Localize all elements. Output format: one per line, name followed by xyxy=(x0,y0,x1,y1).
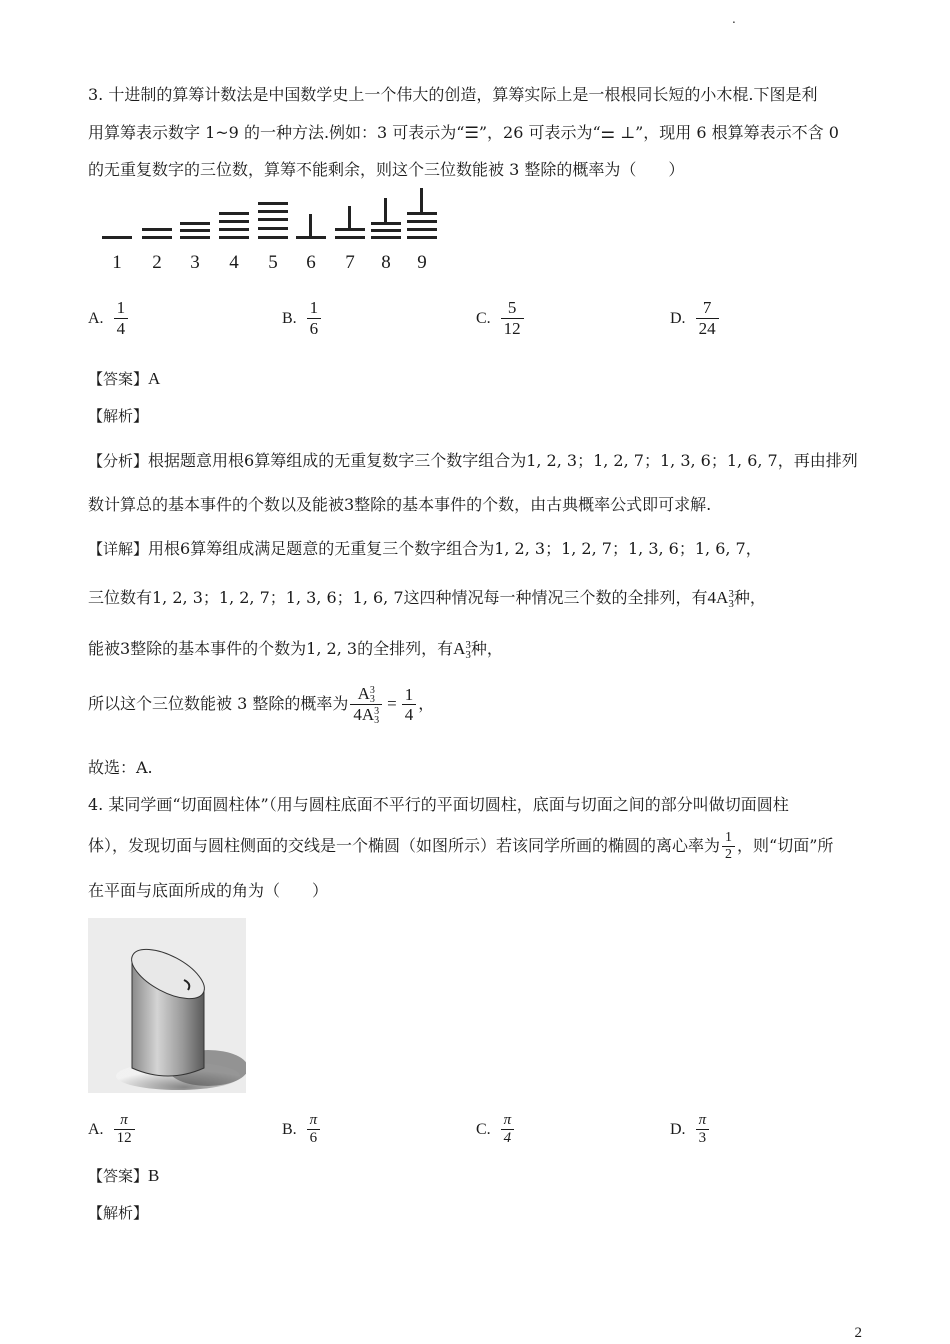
choice-numerator: 1 xyxy=(307,298,322,319)
answer-value: B xyxy=(148,1166,160,1185)
q4-choice-d[interactable] xyxy=(670,1112,711,1148)
cut-cylinder-image xyxy=(88,918,246,1093)
rod-9-b1 xyxy=(407,212,437,215)
choice-denominator: 24 xyxy=(698,318,716,338)
q3-line2-a: 用算筹表示数字 1~9 的一种方法.例如：3 可表示为“ xyxy=(88,123,465,142)
q3-line2-b: ”，26 可表示为“ xyxy=(478,123,601,142)
rod-label: 9 xyxy=(417,252,427,273)
rod-9-vert xyxy=(420,188,423,212)
choice-denominator: 4 xyxy=(503,1130,512,1147)
rod-7-b1 xyxy=(335,228,365,231)
q3-line2 xyxy=(88,120,839,143)
q3-xiangjie-line1 xyxy=(88,536,762,559)
q3-line2-c: ”，现用 6 根算筹表示不含 0 xyxy=(635,123,839,142)
q4-line2-b: ，则“切面”所 xyxy=(737,836,834,856)
rod-8-b3 xyxy=(371,236,401,239)
eccentricity-num: 1 xyxy=(722,830,735,847)
prob-den-base: 4A xyxy=(353,705,375,725)
glyph-three: ☰ xyxy=(464,123,479,142)
choice-numerator: π xyxy=(696,1112,710,1130)
perm-sup: 3 xyxy=(728,588,734,601)
rod-label: 6 xyxy=(306,252,316,273)
choice-letter: B. xyxy=(282,1121,297,1139)
q3-choice-c[interactable] xyxy=(476,298,526,338)
rod-2a xyxy=(142,228,172,231)
choice-numerator: 5 xyxy=(501,298,524,319)
choice-letter: A. xyxy=(88,1121,104,1139)
rod-5d xyxy=(258,227,288,230)
xiangjie-text3b: 种， xyxy=(470,639,503,658)
q4-answer xyxy=(88,1165,159,1186)
rod-4b xyxy=(219,220,249,223)
q4-line3: 在平面与底面所成的角为（ ） xyxy=(88,881,329,900)
q3-line1: 3. 十进制的算筹计数法是中国数学史上一个伟大的创造，算筹实际上是一根根同长短的小木棍.下图是利 xyxy=(88,85,818,104)
analysis-tag: 【解析】 xyxy=(88,407,149,425)
xiangjie-text2b: 种， xyxy=(733,588,766,607)
rod-5a xyxy=(258,202,288,205)
xiangjie-text2a: 三位数有1, 2, 3；1, 2, 7；1, 3, 6；1, 6, 7这四种情况每一种情况三个数的全排列，有 xyxy=(88,588,708,607)
rod-2b xyxy=(142,236,172,239)
rod-5c xyxy=(258,218,288,221)
prob-equals: = xyxy=(387,694,397,714)
xiangjie-tag: 【详解】 xyxy=(88,540,149,558)
q4-line2 xyxy=(88,830,833,863)
perm-expr xyxy=(453,639,471,662)
choice-letter: D. xyxy=(670,309,686,327)
choice-letter: C. xyxy=(476,1121,491,1139)
choice-denominator: 3 xyxy=(698,1130,707,1147)
q3-choice-a[interactable] xyxy=(88,298,130,338)
xiangjie-text1: 用根6算筹组成满足题意的无重复三个数字组合为1, 2, 3；1, 2, 7；1, 3, 6；1, 6, 7， xyxy=(148,539,762,558)
rod-label: 4 xyxy=(229,252,239,273)
rod-4d xyxy=(219,236,249,239)
q3-answer xyxy=(88,368,160,389)
prob-numerator xyxy=(350,684,382,705)
rod-8-vert xyxy=(384,198,387,222)
prob-result-den: 4 xyxy=(404,705,414,725)
perm-base: 4A xyxy=(707,588,729,607)
cut-cylinder-sketch xyxy=(88,918,246,1093)
rod-label: 5 xyxy=(268,252,278,273)
q3-xiangjie-line2 xyxy=(88,585,766,609)
fenxi-text1: 根据题意用根6算筹组成的无重复数字三个数字组合为1, 2, 3；1, 2, 7；1, 3, 6；1, 6, 7，再由排列 xyxy=(148,451,858,470)
q4-choice-c[interactable] xyxy=(476,1112,516,1148)
rod-label: 3 xyxy=(190,252,200,273)
choice-numerator: π xyxy=(501,1112,515,1130)
perm-expr xyxy=(707,588,734,611)
choice-letter: D. xyxy=(670,1121,686,1139)
rod-4c xyxy=(219,228,249,231)
rod-4a xyxy=(219,212,249,215)
choice-letter: C. xyxy=(476,309,491,327)
choice-letter: B. xyxy=(282,309,297,327)
answer-tag: 【答案】 xyxy=(88,370,149,388)
perm-sub: 3 xyxy=(465,649,471,662)
choice-denominator: 4 xyxy=(116,318,126,338)
prob-den-sub: 3 xyxy=(374,715,380,727)
prob-result-num: 1 xyxy=(402,685,417,706)
perm-base: A xyxy=(453,639,466,658)
rod-3c xyxy=(180,236,210,239)
rod-label: 8 xyxy=(381,252,391,273)
q3-line3: 的无重复数字的三位数，算筹不能剩余，则这个三位数能被 3 整除的概率为（ ） xyxy=(88,160,685,179)
rod-7-b2 xyxy=(335,236,365,239)
rod-6-base xyxy=(296,236,326,239)
rod-numerals-figure xyxy=(96,188,446,278)
rod-3b xyxy=(180,229,210,232)
rod-6-vert xyxy=(309,214,312,236)
perm-sup: 3 xyxy=(465,639,471,652)
rod-3a xyxy=(180,222,210,225)
q4-line2-a: 体），发现切面与圆柱侧面的交线是一个椭圆（如图所示）若该同学所画的椭圆的离心率为 xyxy=(88,836,721,856)
rod-1 xyxy=(102,236,132,239)
rod-5e xyxy=(258,236,288,239)
rod-label: 7 xyxy=(345,252,355,273)
q3-xiangjie-line3 xyxy=(88,636,503,660)
answer-tag: 【答案】 xyxy=(88,1167,149,1185)
page-number: 2 xyxy=(854,1325,862,1341)
choice-letter: A. xyxy=(88,309,104,327)
q3-conclusion: 故选：A. xyxy=(88,758,153,777)
q3-fenxi-line2: 数计算总的基本事件的个数以及能被3整除的基本事件的个数，由古典概率公式即可求解. xyxy=(88,495,712,514)
q3-fenxi-line1 xyxy=(88,448,858,471)
choice-denominator: 12 xyxy=(503,318,521,338)
choice-numerator: 1 xyxy=(114,298,129,319)
choice-denominator: 12 xyxy=(116,1130,132,1147)
rod-8-b2 xyxy=(371,229,401,232)
choice-denominator: 6 xyxy=(309,318,319,338)
fenxi-tag: 【分析】 xyxy=(88,452,149,470)
rod-7-vert xyxy=(348,206,351,228)
rod-9-b2 xyxy=(407,220,437,223)
answer-value: A xyxy=(148,369,161,388)
q3-choice-b[interactable] xyxy=(282,298,323,338)
choice-numerator: π xyxy=(114,1112,135,1130)
rod-9-b4 xyxy=(407,236,437,239)
q3-choice-d[interactable] xyxy=(670,298,721,338)
q4-line1: 4. 某同学画“切面圆柱体”（用与圆柱底面不平行的平面切圆柱，底面与切面之间的部分叫做切面圆柱 xyxy=(88,795,789,814)
q4-analysis-tag xyxy=(88,1202,148,1223)
perm-sub: 3 xyxy=(728,598,734,611)
xiangjie-text3a: 能被3整除的基本事件的个数为1, 2, 3的全排列，有 xyxy=(88,639,454,658)
prob-text: 所以这个三位数能被 3 整除的概率为 xyxy=(88,694,349,714)
eccentricity-den: 2 xyxy=(725,847,733,863)
glyph-26: ⚌ ⊥ xyxy=(600,123,636,142)
analysis-tag: 【解析】 xyxy=(88,1204,149,1222)
rod-label: 1 xyxy=(112,252,122,273)
rod-9-b3 xyxy=(407,228,437,231)
q4-choice-b[interactable] xyxy=(282,1112,322,1148)
prob-end: ， xyxy=(418,694,435,714)
choice-numerator: π xyxy=(307,1112,321,1130)
choice-denominator: 6 xyxy=(309,1130,318,1147)
prob-num-sup: 3 xyxy=(369,685,375,697)
prob-num-base: A xyxy=(357,684,370,703)
q4-choice-a[interactable] xyxy=(88,1112,137,1148)
q3-probability-line xyxy=(88,684,434,725)
prob-den-sup: 3 xyxy=(374,706,380,718)
rod-label: 2 xyxy=(152,252,162,273)
choice-numerator: 7 xyxy=(696,298,719,319)
prob-num-sub: 3 xyxy=(369,694,375,706)
top-mark: . xyxy=(732,12,736,26)
q3-analysis-tag xyxy=(88,405,148,426)
prob-denominator xyxy=(350,705,382,725)
rod-5b xyxy=(258,210,288,213)
rod-8-b1 xyxy=(371,222,401,225)
